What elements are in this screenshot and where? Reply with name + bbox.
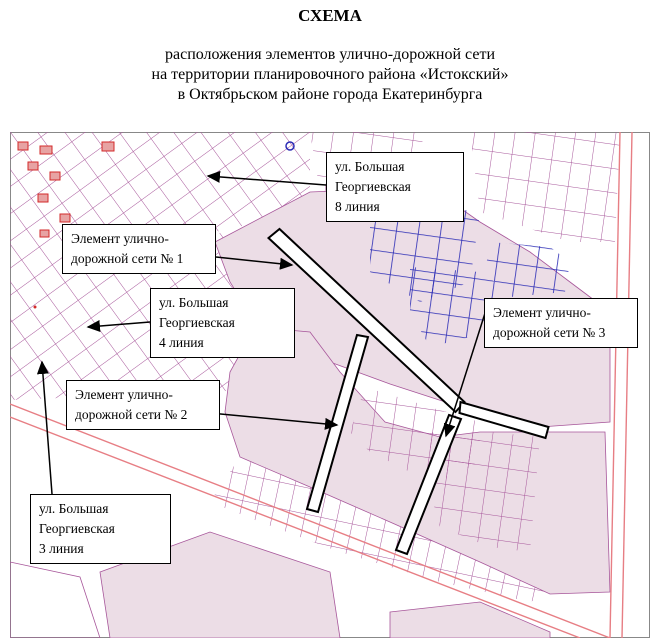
label-street3-line1: ул. Большая: [39, 501, 109, 516]
label-element2-line1: Элемент улично-: [75, 387, 173, 402]
label-element-2: [66, 380, 220, 430]
label-element2-line2: дорожной сети № 2: [75, 407, 188, 422]
subtitle-line-2: на территории планировочного района «Истокский»: [151, 66, 509, 83]
label-street-8-line: [326, 152, 464, 222]
label-element-3: [484, 298, 638, 348]
page-title: СХЕМА: [298, 6, 362, 25]
north-east-parcels: [470, 132, 620, 242]
label-street8-line1: ул. Большая: [335, 159, 405, 174]
page-subtitle: [0, 45, 660, 105]
label-street4-line3: 4 линия: [159, 335, 204, 350]
label-element3-line2: дорожной сети № 3: [493, 325, 606, 340]
label-element-1: [62, 224, 216, 274]
label-street4-line2: Георгиевская: [159, 315, 235, 330]
label-element1-line2: дорожной сети № 1: [71, 251, 184, 266]
label-street-4-line: [150, 288, 295, 358]
subtitle-line-1: расположения элементов улично-дорожной сети: [164, 46, 495, 63]
label-street-3-line: [30, 494, 171, 564]
label-street8-line2: Георгиевская: [335, 179, 411, 194]
label-street3-line3: 3 линия: [39, 541, 84, 556]
label-element1-line1: Элемент улично-: [71, 231, 169, 246]
subtitle-line-3: в Октябрьском районе города Екатеринбурга: [177, 86, 483, 103]
label-element3-line1: Элемент улично-: [493, 305, 591, 320]
label-street8-line3: 8 линия: [335, 199, 380, 214]
label-street4-line1: ул. Большая: [159, 295, 229, 310]
label-street3-line2: Георгиевская: [39, 521, 115, 536]
